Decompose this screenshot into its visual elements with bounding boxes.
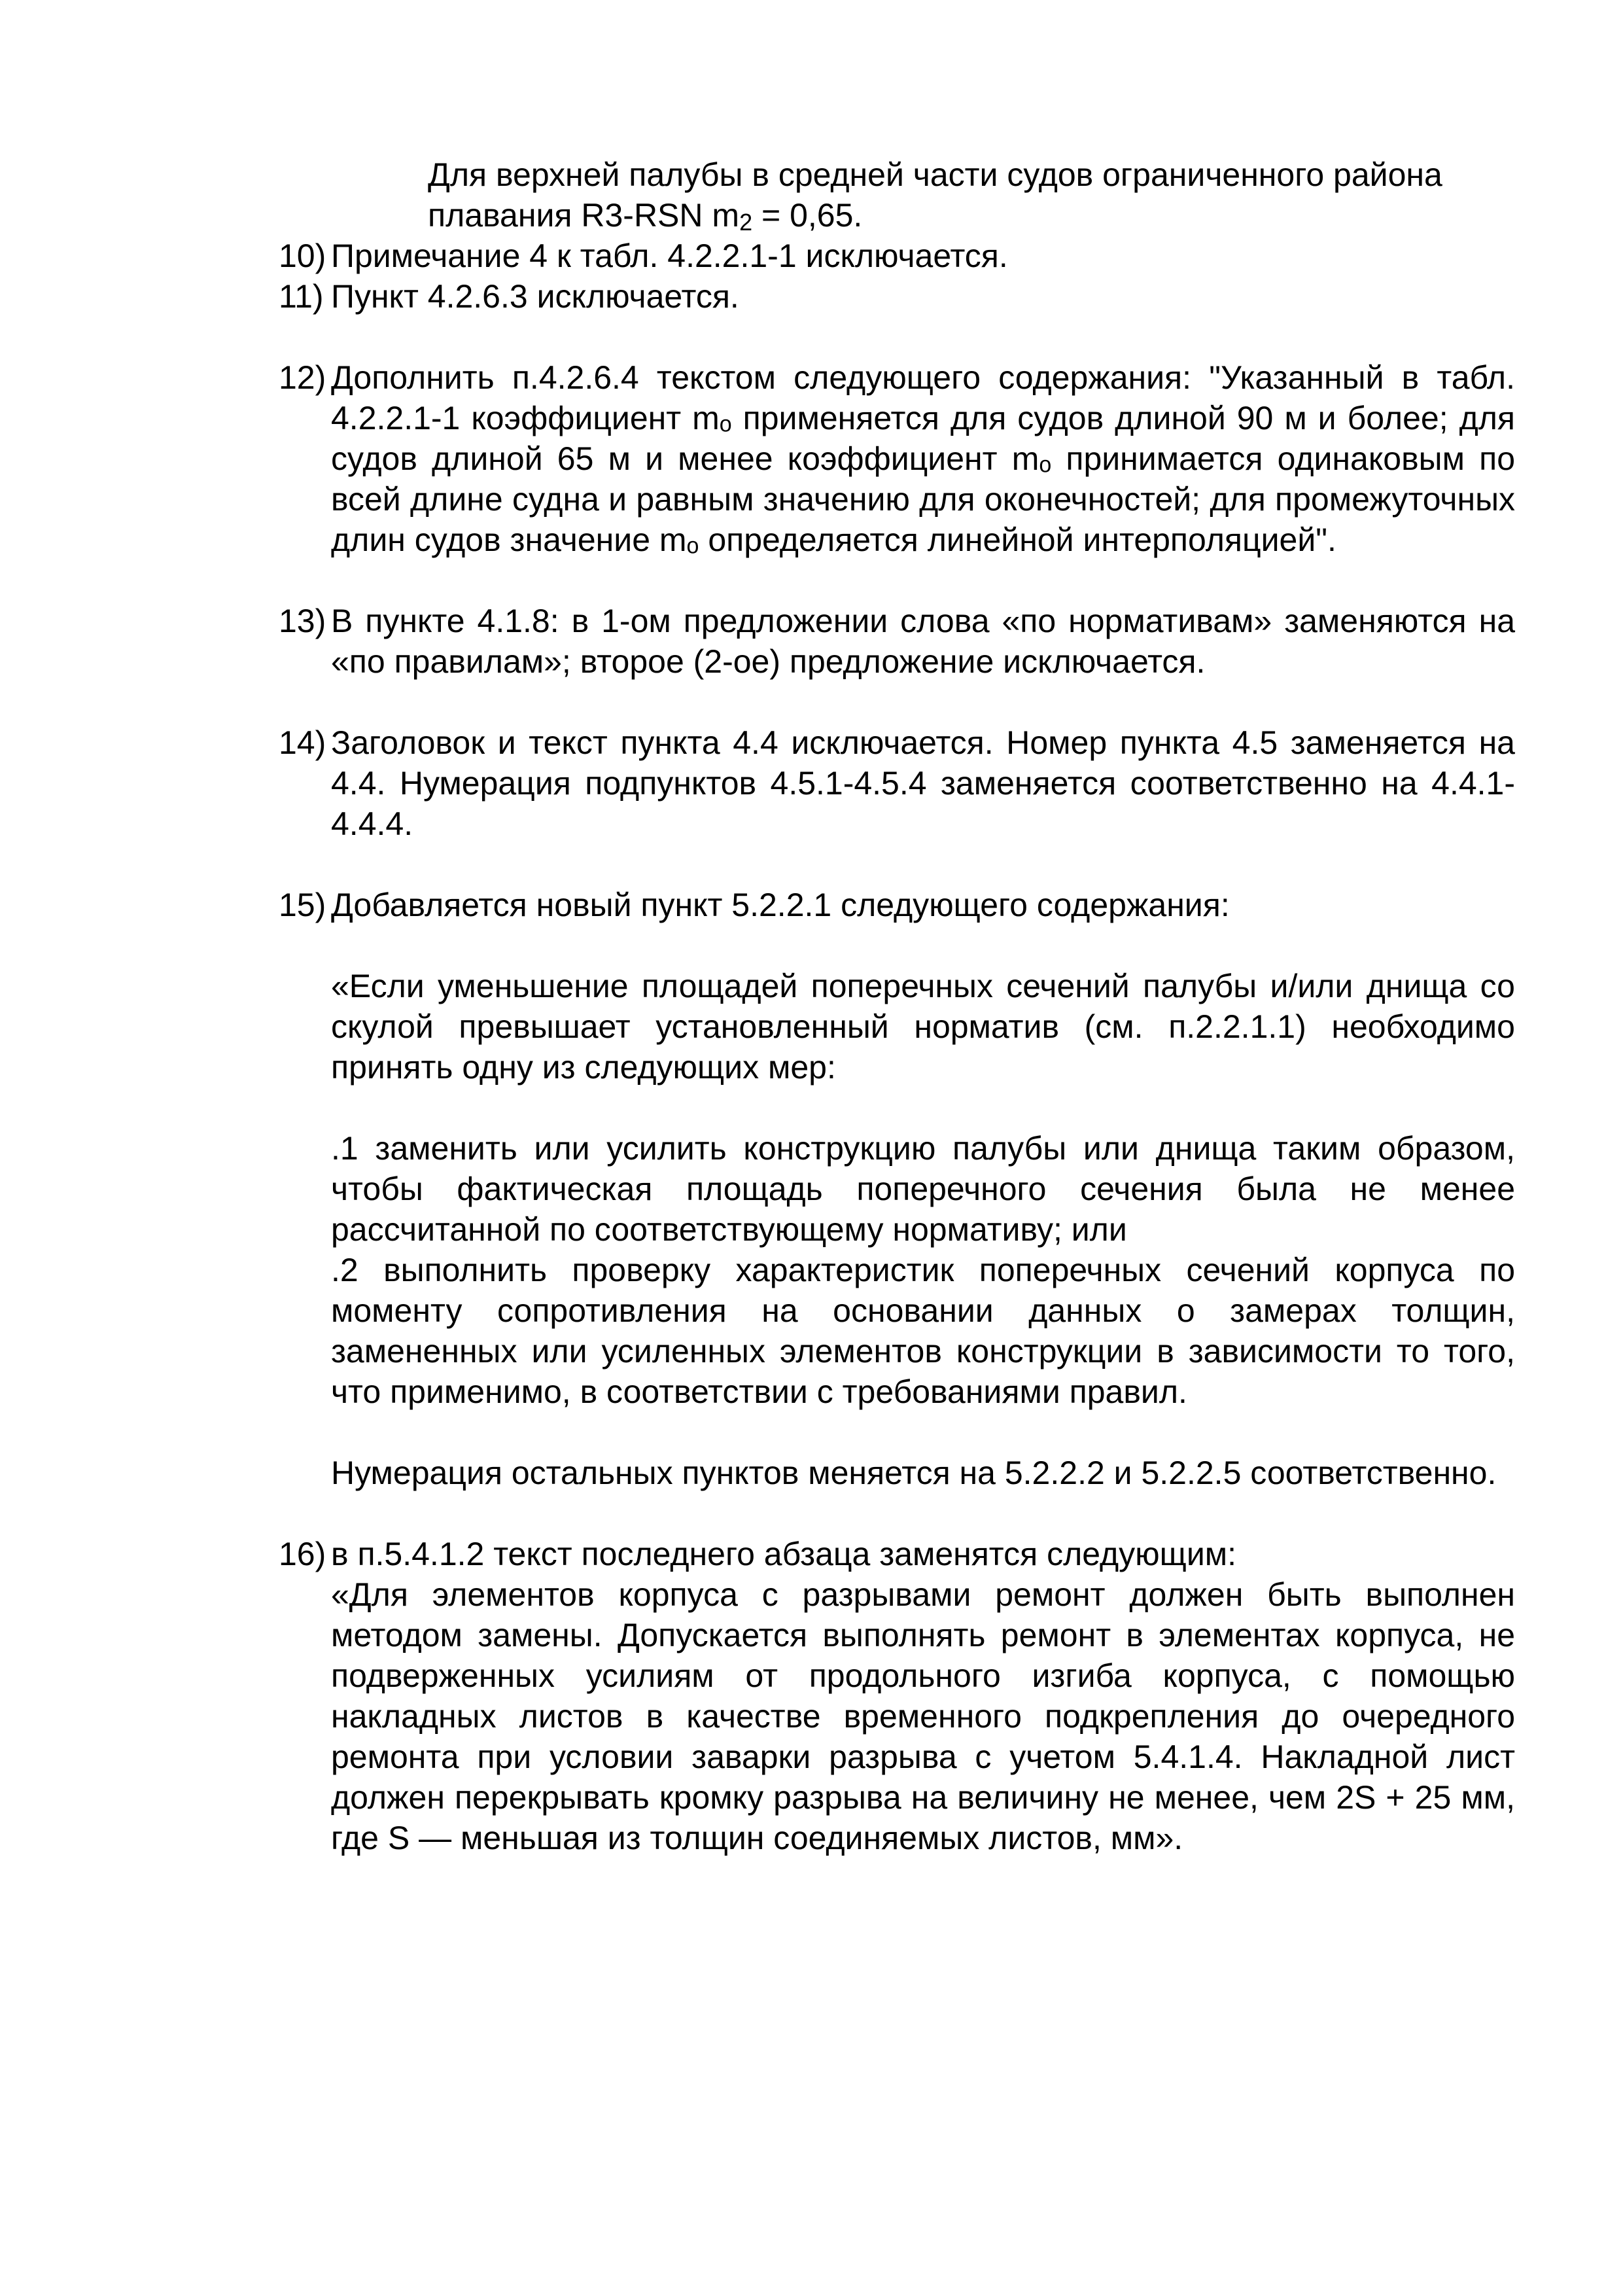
measure-2: .2 выполнить проверку характеристик поперечных сечений корпуса по моменту сопротивления на основании данных о замерах толщин, замененных или усиленных элементов конструкции в зависимости то того, что применимо, в соответствии с требованиями правил.	[331, 1252, 1515, 1410]
item-15-numbering	[331, 1453, 1515, 1493]
item-text: Дополнить п.4.2.6.4 текстом следующего содержания: "Указанный в табл. 4.2.2.1-1 коэффициент mₒ применяется для судов длиной 90 м и более; для судов длиной 65 м и менее коэффициент mₒ принимается одинаковым по всей длине судна и равным значению для оконечностей; для промежуточных длин судов значение mₒ определяется линейной интерполяцией".	[331, 359, 1515, 558]
item-text: Добавляется новый пункт 5.2.2.1 следующего содержания:	[331, 887, 1230, 923]
intro-subscript: 2	[739, 209, 753, 236]
list-item-15	[279, 885, 1515, 925]
intro-line-2-text: плавания R3-RSN m	[428, 197, 740, 234]
intro-line-1: Для верхней палубы в средней части судов ограниченного района	[428, 156, 1442, 193]
intro-line-2-tail: = 0,65.	[752, 197, 863, 234]
measure-1: .1 заменить или усилить конструкцию палубы или днища таким образом, чтобы фактическая площадь поперечного сечения была не менее рассчитанной по соответствующему нормативу; или	[331, 1130, 1515, 1248]
item-15-measures	[331, 1128, 1515, 1412]
item-text: в п.5.4.1.2 текст последнего абзаца заменятся следующим:	[331, 1536, 1237, 1572]
list-item-14	[279, 722, 1515, 844]
quote-paragraph: «Для элементов корпуса с разрывами ремонт должен быть выполнен методом замены. Допускается выполнять ремонт в элементах корпуса, не подверженных усилиям от продольного изгиба корпуса, с помощью накладных листов в качестве временного подкрепления до очередного ремонта при условии заварки разрыва с учетом 5.4.1.4. Накладной лист должен перекрывать кромку разрыва на величину не менее, чем 2S + 25 мм, где S — меньшая из толщин соединяемых листов, мм».	[331, 1576, 1515, 1856]
list-item-16	[279, 1534, 1515, 1574]
item-text: В пункте 4.1.8: в 1-ом предложении слова «по нормативам» заменяются на «по правилам»; второе (2-ое) предложение исключается.	[331, 603, 1515, 680]
item-16-quote	[331, 1574, 1515, 1858]
numbering-note: Нумерация остальных пунктов меняется на 5.2.2.2 и 5.2.2.5 соответственно.	[331, 1455, 1497, 1491]
list-item-13	[279, 601, 1515, 682]
item-number: 10)	[279, 238, 326, 274]
item-number: 16)	[279, 1536, 326, 1572]
item-text: Пункт 4.2.6.3 исключается.	[331, 278, 739, 315]
intro-paragraph	[428, 154, 1448, 236]
item-text: Заголовок и текст пункта 4.4 исключается. Номер пункта 4.5 заменяется на 4.4. Нумерация подпунктов 4.5.1-4.5.4 заменяется соответственно на 4.4.1-4.4.4.	[331, 724, 1515, 842]
quote-paragraph: «Если уменьшение площадей поперечных сечений палубы и/или днища со скулой превышает установленный норматив (см. п.2.2.1.1) необходимо принять одну из следующих мер:	[331, 968, 1515, 1086]
list-item-11	[279, 276, 1515, 317]
list-item-10	[279, 236, 1515, 276]
item-number: 11)	[279, 278, 324, 315]
item-text: Примечание 4 к табл. 4.2.2.1-1 исключается.	[331, 238, 1008, 274]
item-number: 15)	[279, 887, 326, 923]
item-number: 13)	[279, 603, 326, 639]
intro-line-2	[428, 195, 1448, 236]
item-15-quote	[331, 966, 1515, 1087]
list-item-12	[279, 357, 1515, 560]
item-number: 14)	[279, 724, 326, 761]
item-number: 12)	[279, 359, 326, 396]
